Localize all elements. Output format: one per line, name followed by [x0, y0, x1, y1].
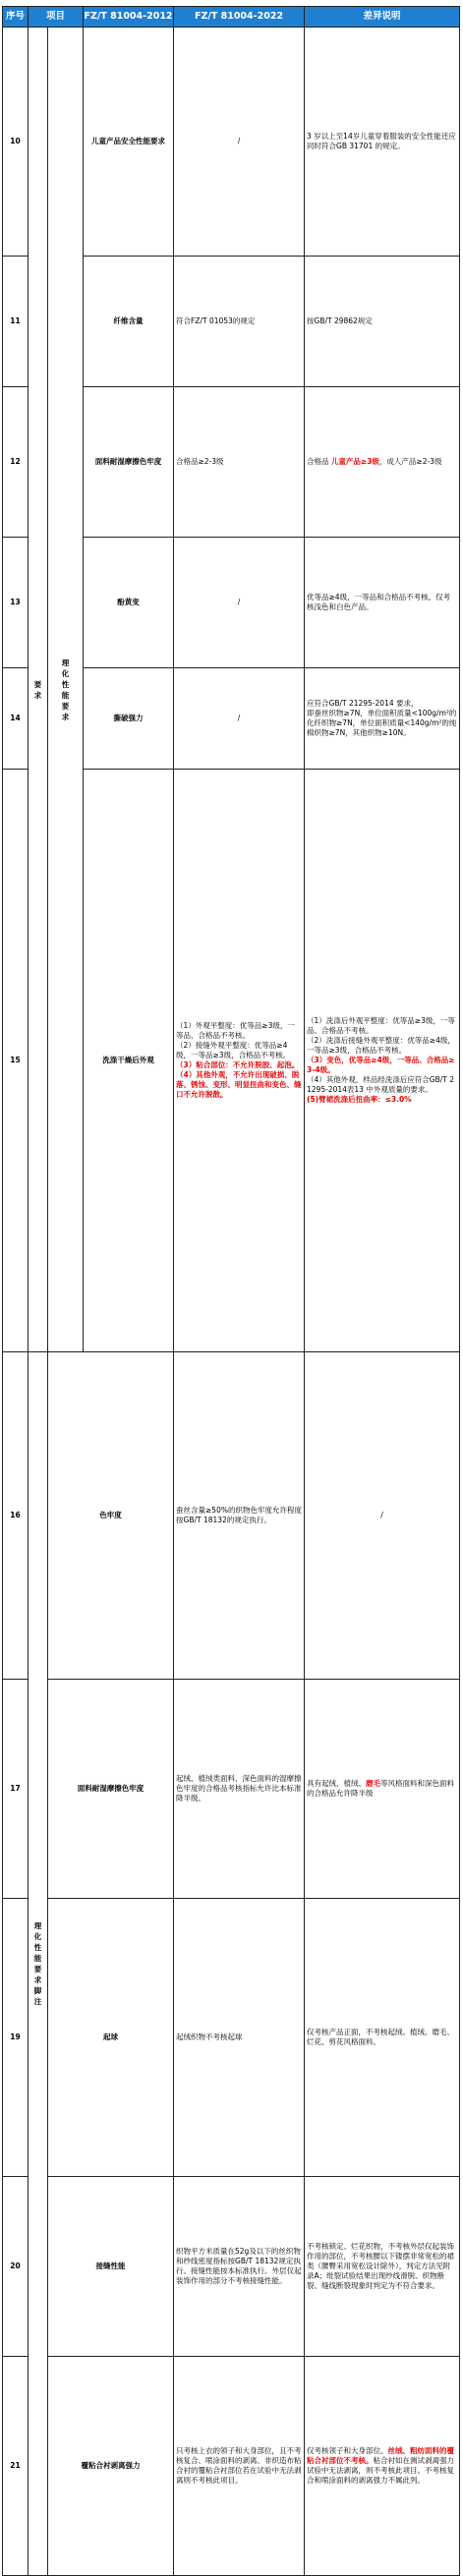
table-row: [3, 2357, 460, 2576]
item-name: 纤维含量: [84, 257, 174, 387]
item-name: 儿童产品安全性能要求: [84, 28, 174, 257]
new-standard-text: 优等品≥4级，一等品和合格品不考核。仅考核浅色和白色产品。: [305, 538, 460, 668]
standard-comparison-table: [2, 6, 460, 2576]
highlighted-text: 丝绒、粗纺面料的覆粘合衬部位不考核。: [307, 2446, 455, 2465]
new-standard-text: 仅考核产品正面，不考核起绒、植绒、磨毛、烂花、剪花风格面料。: [305, 1899, 460, 2177]
table-row: [3, 1899, 460, 2177]
row-number: 15: [3, 770, 29, 1352]
table-row: [3, 28, 460, 257]
item-name: 面料耐湿摩擦色牢度: [84, 387, 174, 538]
group-label-footnote: [29, 1352, 48, 2576]
old-standard-text: 起绒织物不考核起球: [174, 1899, 305, 2177]
row-number: 10: [3, 28, 29, 257]
text-line: （1）洗涤后外观平整度：优等品≥3级，一等品、合格品不考核。: [307, 1016, 455, 1035]
new-standard-text: [305, 1680, 460, 1899]
highlighted-line: （4）其他外观，不允许出现破损、脱落、锈蚀、变形、明显扭曲和变色、缝口不允许脱散。: [176, 1070, 302, 1099]
new-standard-text: 不考核锁定、烂花织物，不考核外层仅起装饰作用的部位，不考核腰以下镂摆非常宽松的裙类（腰臀采用宽松设计除外），判定方法见附录A；纰裂试验结果出现纱线滑脱、织物断裂、缝线断裂现象时判定为不符合要求。: [305, 2177, 460, 2357]
header-new-standard: FZ/T 81004-2022: [174, 7, 305, 28]
header-no: 序号: [3, 7, 29, 28]
item-name: 撕破强力: [84, 668, 174, 770]
text-segment: 等风格面料和深色面料的合格品允许降半级: [307, 1779, 455, 1798]
new-standard-text: 按GB/T 29862规定: [305, 257, 460, 387]
table-row: [3, 1680, 460, 1899]
old-standard-text: 蚕丝含量≥50%的织物色牢度允许程度按GB/T 18132的规定执行。: [174, 1352, 305, 1680]
text-segment: 粘合衬如在测试剥离强力试验中无法剥离，则不考核此项目。不考核复合和喷涂面料的剥离强力不属此列。: [307, 2456, 455, 2485]
text-line: （2）接缝外观平整度：优等品≥4级，一等品≥3级，合格品不考核。: [176, 1041, 291, 1059]
old-standard-text: 合格品≥2-3级: [174, 387, 305, 538]
new-standard-text: [305, 387, 460, 538]
header-difference: 差异说明: [305, 7, 460, 28]
text-segment: ，成人产品≥2-3级: [378, 457, 442, 466]
text-line: （4）其他外观，样品经洗涤后应符合GB/T 21295-2014表13 中外观质量的要求。: [307, 1075, 455, 1094]
highlighted-line: (5)臂裙洗涤后扭曲率：≤3.0%: [307, 1095, 412, 1104]
text-segment: 合格品: [307, 457, 331, 466]
header-item: 项目: [29, 7, 84, 28]
new-standard-text: 3 岁以上至14岁儿童穿着服装的安全性能还应同时符合GB 31701 的规定。: [305, 28, 460, 257]
group-label-physchem: [48, 28, 84, 1352]
row-number: 21: [3, 2357, 29, 2576]
old-standard-text: 符合FZ/T 01053的规定: [174, 257, 305, 387]
row-number: 17: [3, 1680, 29, 1899]
new-standard-text: /: [305, 1352, 460, 1680]
row-number: 14: [3, 668, 29, 770]
item-name: 面料耐湿摩擦色牢度: [48, 1680, 174, 1899]
text-segment: 具有起绒、植绒、: [307, 1779, 367, 1788]
text-segment: 仅考核领子和大身部位。: [307, 2446, 388, 2455]
group-label-requirements: [29, 28, 48, 1352]
highlighted-text: 儿童产品≥3级: [330, 457, 379, 466]
new-standard-text: [305, 770, 460, 1352]
row-number: 16: [3, 1352, 29, 1680]
group-text: 理化性能要求脚注: [33, 1921, 42, 2006]
table-row: [3, 2177, 460, 2357]
text-line: 应符合GB/T 21295-2014 要求，: [307, 699, 419, 708]
new-standard-text: [305, 668, 460, 770]
text-line: （1）外观平整度：优等品≥3级，一等品、合格品不考核。: [176, 1021, 295, 1040]
item-name: 色牢度: [48, 1352, 174, 1680]
item-name: 酚黄变: [84, 538, 174, 668]
old-standard-text: [174, 770, 305, 1352]
highlighted-line: （3）变色，优等品≥4级，一等品、合格品≥3-4级。: [307, 1056, 455, 1074]
old-standard-text: 织物平方米质量在52g及以下的丝织物和纱线密度指标按GB/T 18132规定执行。接缝性能按本标准执行。外层仅起装饰作用的部分不考核接缝性能。: [174, 2177, 305, 2357]
item-name: 起球: [48, 1899, 174, 2177]
group-text: 要求: [33, 679, 42, 700]
table-row: [3, 1352, 460, 1680]
text-line: （2）洗涤后接缝外观平整度：优等品≥4级，一等品≥3级，合格品不考核。: [307, 1036, 455, 1055]
row-number: 13: [3, 538, 29, 668]
item-name: 洗涤干燥后外观: [84, 770, 174, 1352]
row-number: 19: [3, 1899, 29, 2177]
old-standard-text: /: [174, 28, 305, 257]
new-standard-text: [305, 2357, 460, 2576]
item-name: 覆粘合衬剥离强力: [48, 2357, 174, 2576]
text-line: 即蚕丝织物≥7N，单位面积质量<100g/m²的化纤织物≥7N，单位面积质量<140g/m²的纯棉织物≥7N，其他织物≥10N。: [307, 709, 457, 737]
old-standard-text: /: [174, 538, 305, 668]
table-header-row: [3, 7, 460, 28]
item-name: 接缝性能: [48, 2177, 174, 2357]
highlighted-line: （3）粘合部位：不允许脱胶、起泡。: [176, 1060, 300, 1069]
header-old-standard: FZ/T 81004-2012: [84, 7, 174, 28]
old-standard-text: /: [174, 668, 305, 770]
old-standard-text: 只考核上衣的领子和大身部位，且不考核复合、喷涂面料的剥离、非织造布粘合衬的覆粘合衬部位若在试验中无法剥离则不考核此项目。: [174, 2357, 305, 2576]
group-text: 理化性能要求: [61, 658, 70, 721]
highlighted-text: 磨毛: [366, 1779, 381, 1788]
row-number: 12: [3, 387, 29, 538]
row-number: 20: [3, 2177, 29, 2357]
old-standard-text: 起绒、植绒类面料、深色面料的湿摩擦色牢度的合格品考核指标允许比本标准降半级。: [174, 1680, 305, 1899]
row-number: 11: [3, 257, 29, 387]
